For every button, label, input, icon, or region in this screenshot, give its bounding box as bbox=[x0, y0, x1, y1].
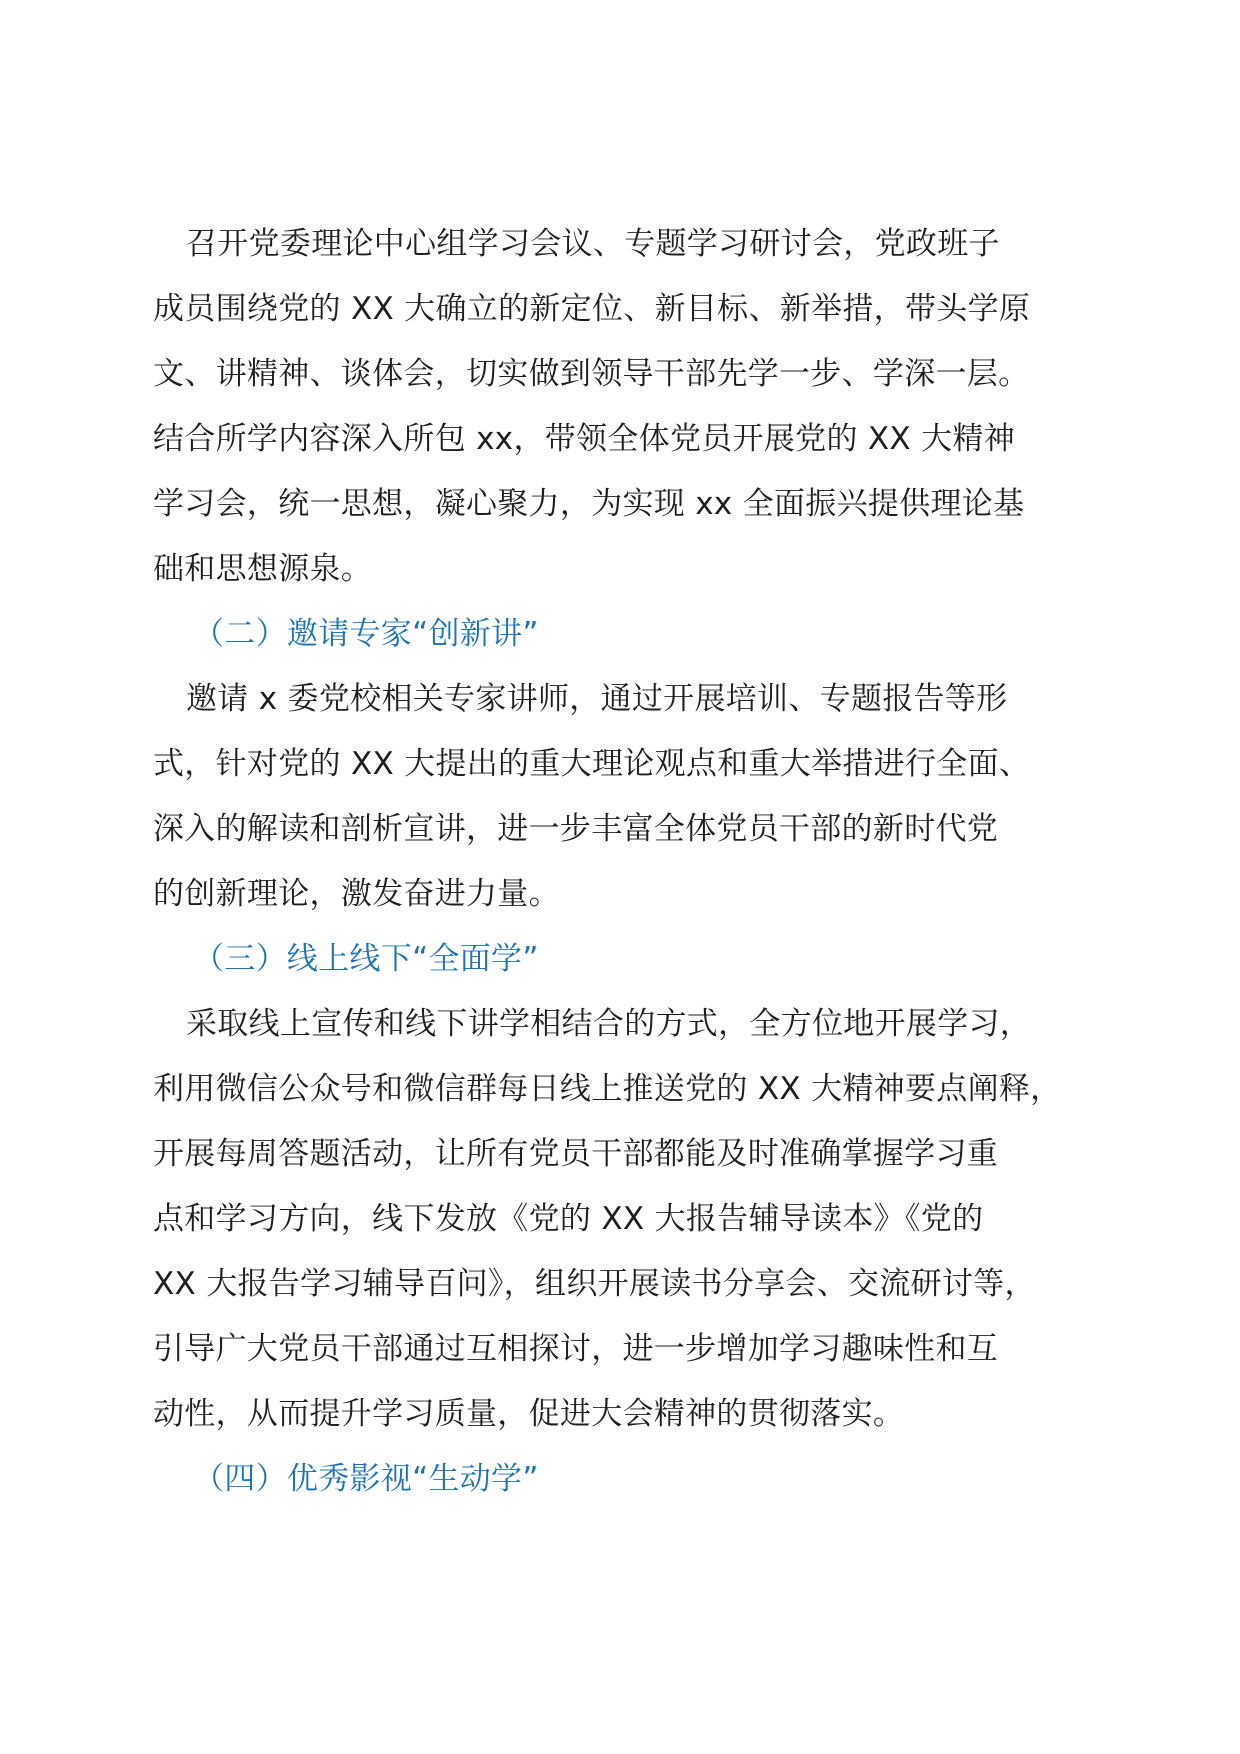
paragraph-line: 开展每周答题活动，让所有党员干部都能及时准确掌握学习重 bbox=[153, 1136, 999, 1172]
paragraph-line: 引导广大党员干部通过互相探讨，进一步增加学习趣味性和互 bbox=[153, 1331, 999, 1367]
paragraph-line: 邀请 x 委党校相关专家讲师，通过开展培训、专题报告等形 bbox=[186, 681, 1008, 717]
paragraph-2 bbox=[153, 667, 1113, 927]
paragraph-line: 成员围绕党的 XX 大确立的新定位、新目标、新举措，带头学原 bbox=[153, 291, 1031, 327]
paragraph-line: 结合所学内容深入所包 xx，带领全体党员开展党的 XX 大精神 bbox=[153, 421, 1016, 457]
paragraph-line: XX 大报告学习辅导百问》，组织开展读书分享会、交流研讨等， bbox=[153, 1266, 1036, 1302]
section-heading-4: （四）优秀影视“生动学” bbox=[193, 1461, 539, 1497]
paragraph-line: 学习会，统一思想，凝心聚力，为实现 xx 全面振兴提供理论基 bbox=[153, 486, 1025, 522]
paragraph-3 bbox=[153, 992, 1113, 1447]
paragraph-line: 础和思想源泉。 bbox=[153, 551, 373, 587]
paragraph-line: 的创新理论，激发奋进力量。 bbox=[153, 876, 560, 912]
paragraph-line: 点和学习方向，线下发放《党的 XX 大报告辅导读本》《党的 bbox=[153, 1201, 984, 1237]
paragraph-line: 文、讲精神、谈体会，切实做到领导干部先学一步、学深一层。 bbox=[153, 356, 1030, 392]
paragraph-1 bbox=[153, 212, 1113, 602]
document-body bbox=[153, 212, 1113, 1512]
paragraph-line: 深入的解读和剖析宣讲，进一步丰富全体党员干部的新时代党 bbox=[153, 811, 999, 847]
paragraph-line: 召开党委理论中心组学习会议、专题学习研讨会，党政班子 bbox=[186, 226, 1000, 262]
paragraph-line: 动性，从而提升学习质量，促进大会精神的贯彻落实。 bbox=[153, 1396, 905, 1432]
section-heading-2: （二）邀请专家“创新讲” bbox=[193, 616, 539, 652]
paragraph-line: 式，针对党的 XX 大提出的重大理论观点和重大举措进行全面、 bbox=[153, 746, 1031, 782]
paragraph-line: 利用微信公众号和微信群每日线上推送党的 XX 大精神要点阐释， bbox=[153, 1071, 1062, 1107]
section-heading-3: （三）线上线下“全面学” bbox=[193, 941, 539, 977]
paragraph-line: 采取线上宣传和线下讲学相结合的方式，全方位地开展学习， bbox=[186, 1006, 1032, 1042]
